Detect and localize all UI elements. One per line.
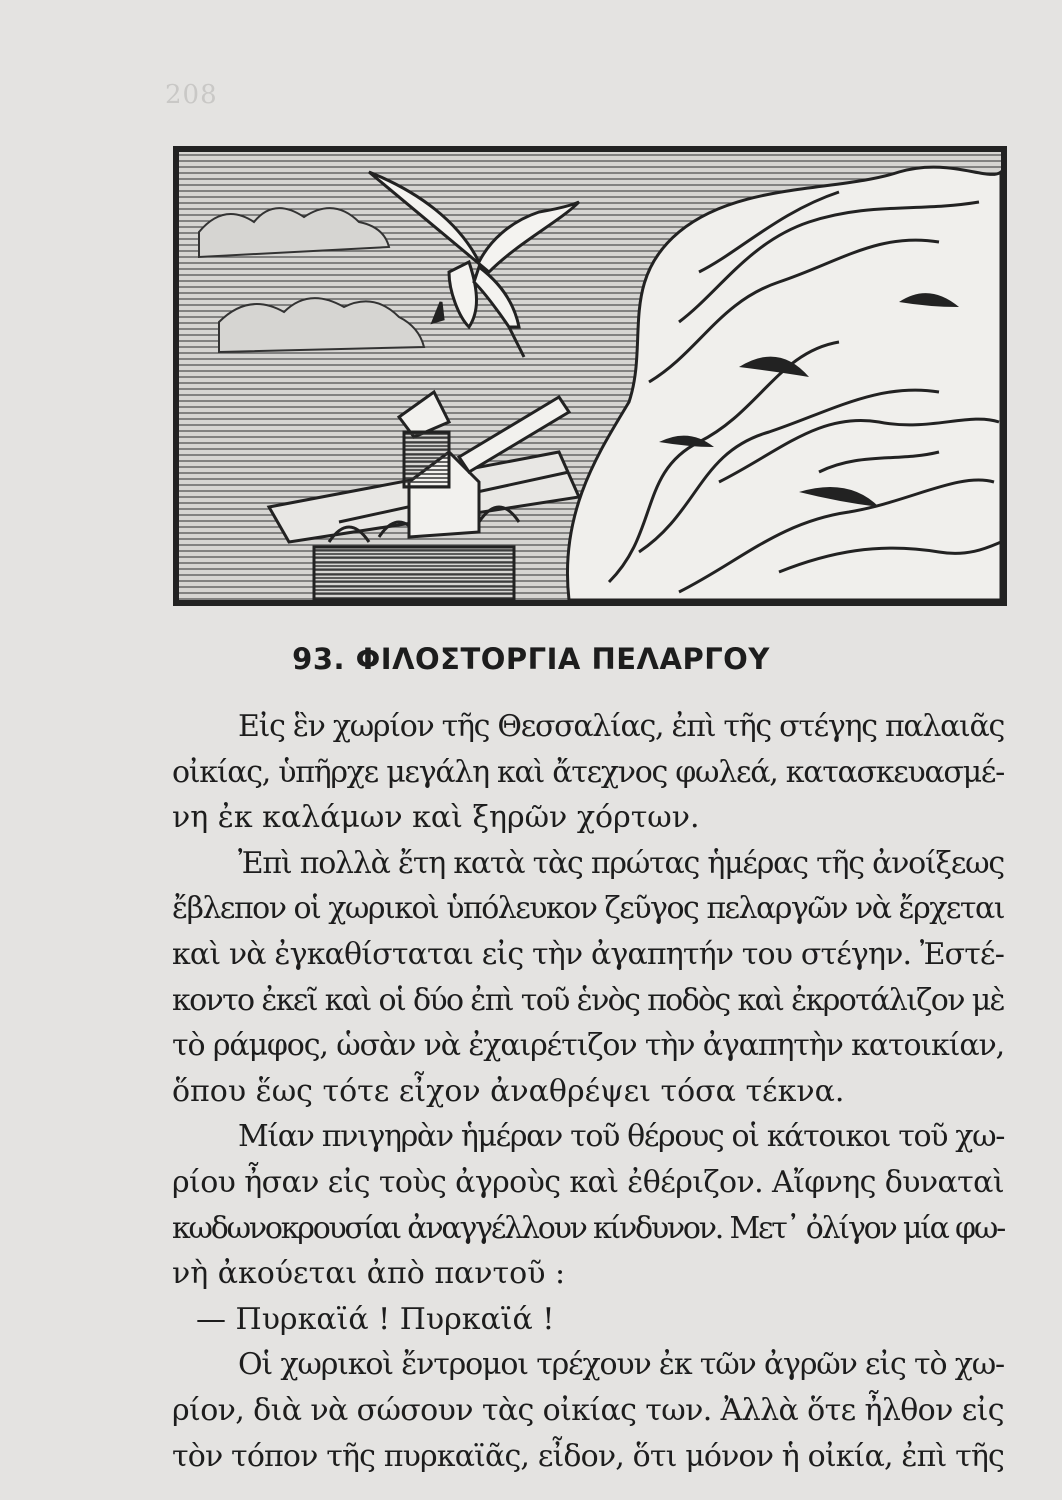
woodcut-illustration	[173, 146, 1007, 606]
stork-fire-engraving	[179, 152, 1001, 600]
text-line: ρίου ἦσαν εἰς τοὺς ἀγροὺς καὶ ἐθέριζον. Αἴφνης δυναταὶ	[172, 1164, 1004, 1200]
text-line: οἰκίας, ὑπῆρχε μεγάλη καὶ ἄτεχνος φωλεά, κατασκευασμέ-	[172, 754, 1005, 790]
text-line: ἔβλεπον οἱ χωρικοὶ ὑπόλευκον ζεῦγος πελαργῶν νὰ ἔρχεται	[172, 891, 1004, 927]
text-line: τὸν τόπον τῆς πυρκαϊᾶς, εἶδον, ὅτι μόνον ἡ οἰκία, ἐπὶ τῆς	[172, 1438, 1004, 1474]
text-line: καὶ νὰ ἐγκαθίσταται εἰς τὴν ἀγαπητήν του στέγην. Ἐστέ-	[172, 936, 1004, 972]
body-text	[172, 704, 1004, 1479]
text-line: — Πυρκαϊά ! Πυρκαϊά !	[196, 1301, 555, 1337]
text-line: κοντο ἐκεῖ καὶ οἱ δύο ἐπὶ τοῦ ἑνὸς ποδὸς καὶ ἐκροτάλιζον μὲ	[172, 982, 1004, 1018]
text-line: ρίον, διὰ νὰ σώσουν τὰς οἰκίας των. Ἀλλὰ ὅτε ἦλθον εἰς	[172, 1392, 1004, 1428]
text-line: Ἐπὶ πολλὰ ἔτη κατὰ τὰς πρώτας ἡμέρας τῆς ἀνοίξεως	[238, 845, 1004, 881]
chapter-title: 93. ΦΙΛΟΣΤΟΡΓΙΑ ΠΕΛΑΡΓΟΥ	[292, 642, 770, 676]
page-number: 208	[165, 80, 218, 110]
text-line: Οἱ χωρικοὶ ἔντρομοι τρέχουν ἐκ τῶν ἀγρῶν εἰς τὸ χω-	[238, 1347, 1004, 1383]
text-line: ὅπου ἕως τότε εἶχον ἀναθρέψει τόσα τέκνα.	[172, 1073, 845, 1109]
text-line: κωδωνοκρουσίαι ἀναγγέλλουν κίνδυνον. Μετ᾿ ὀλίγον μία φω-	[172, 1210, 1004, 1246]
text-line: νὴ ἀκούεται ἀπὸ παντοῦ :	[172, 1256, 566, 1292]
text-line: τὸ ράμφος, ὡσὰν νὰ ἐχαιρέτιζον τὴν ἀγαπητὴν κατοικίαν,	[172, 1028, 1005, 1064]
text-line: νη ἐκ καλάμων καὶ ξηρῶν χόρτων.	[172, 800, 700, 836]
text-line: Μίαν πνιγηρὰν ἡμέραν τοῦ θέρους οἱ κάτοικοι τοῦ χω-	[238, 1119, 1004, 1155]
text-line: Εἰς ἓν χωρίον τῆς Θεσσαλίας, ἐπὶ τῆς στέγης παλαιᾶς	[238, 709, 1004, 744]
